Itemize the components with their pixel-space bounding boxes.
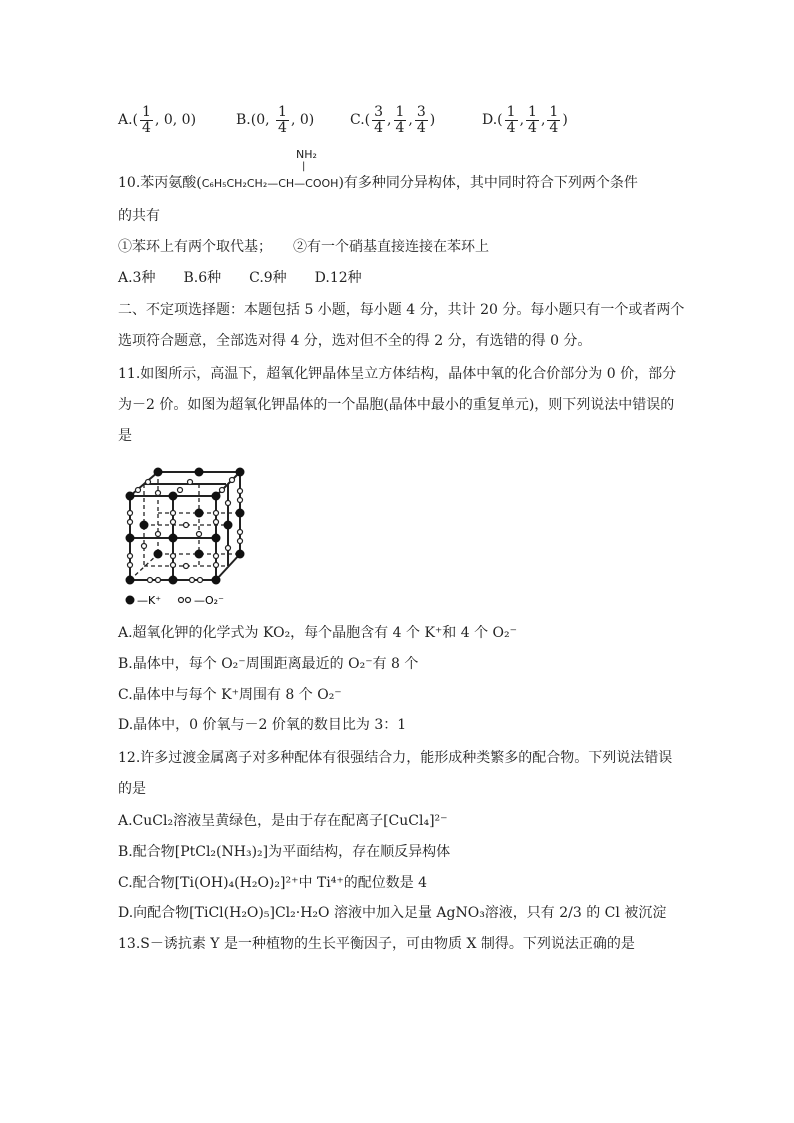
- q12-stem-line2: 的是: [118, 781, 146, 797]
- legend-o2-label: —O₂⁻: [194, 594, 224, 607]
- fraction: $\frac{1}{4}$: [506, 103, 516, 136]
- q11-option-d: D.晶体中，0 价氧与－2 价氧的数目比为 3：1: [118, 717, 407, 733]
- q12-option-c: C.配合物[Ti(OH)₄(H₂O)₂]²⁺中 Ti⁴⁺的配位数是 4: [118, 875, 428, 891]
- fraction: $\frac{1}{4}$: [278, 103, 287, 136]
- q12-option-a: A.CuCl₂溶液呈黄绿色，是由于存在配离子[CuCl₄]²⁻: [118, 813, 448, 829]
- q10-stem: 10.苯丙氨酸(C₆H₅CH₂CH₂—CH—COOH)有多种同分异构体，其中同时符合下列两个条件: [118, 175, 638, 191]
- q9-option-c: C.( $\frac{3}{4}$ , $\frac{1}{4}$ , $\frac{3}{4}$ ): [350, 103, 436, 136]
- q10-formula-nh2: NH₂: [296, 148, 317, 161]
- q9-option-a: A.( $\frac{1}{4}$ , 0, 0): [118, 103, 197, 136]
- fraction: $\frac{1}{4}$: [395, 103, 405, 136]
- crystal-cell-diagram: [118, 458, 258, 612]
- q9-options: [118, 100, 678, 140]
- q10-formula: C₆H₅CH₂CH₂—CH—COOH: [201, 177, 339, 190]
- legend-k-label: —K⁺: [137, 594, 162, 607]
- q10-formula-bond: |: [302, 161, 306, 172]
- fraction: $\frac{3}{4}$: [374, 103, 384, 136]
- q11-option-a: A.超氧化钾的化学式为 KO₂，每个晶胞含有 4 个 K⁺和 4 个 O₂⁻: [118, 625, 518, 641]
- section2-heading: 二、不定项选择题：本题包括 5 小题，每小题 4 分，共计 20 分。每小题只有一个或者两个: [118, 302, 685, 318]
- q13-stem-line1: 13.S－诱抗素 Y 是一种植物的生长平衡因子，可由物质 X 制得。下列说法正确的是: [118, 936, 635, 952]
- q11-stem-line1: 11.如图所示，高温下，超氧化钾晶体呈立方体结构，晶体中氧的化合价部分为 0 价，部分: [118, 366, 677, 382]
- o2-ion-legend-icon: [179, 598, 184, 603]
- fraction: $\frac{3}{4}$: [416, 103, 426, 136]
- q10-stem-line2: 的共有: [118, 208, 160, 224]
- q11-stem-line3: 是: [118, 428, 132, 444]
- q11-stem-line2: 为－2 价。如图为超氧化钾晶体的一个晶胞(晶体中最小的重复单元)，则下列说法中错误的: [118, 397, 675, 413]
- q9-option-d: D.( $\frac{1}{4}$ , $\frac{1}{4}$ , $\frac{1}{4}$ ): [482, 103, 568, 136]
- k-ion-legend-icon: [126, 596, 135, 605]
- q11-option-b: B.晶体中，每个 O₂⁻周围距离最近的 O₂⁻有 8 个: [118, 656, 419, 672]
- fraction: $\frac{1}{4}$: [142, 103, 151, 136]
- q12-stem-line1: 12.许多过渡金属离子对多种配体有很强结合力，能形成种类繁多的配合物。下列说法错误: [118, 750, 673, 766]
- o2-ion-legend-icon-2: [186, 598, 191, 603]
- fraction: $\frac{1}{4}$: [528, 103, 537, 136]
- q10-options: A.3种 B.6种 C.9种 D.12种: [118, 270, 362, 286]
- q12-option-b: B.配合物[PtCl₂(NH₃)₂]为平面结构，存在顺反异构体: [118, 844, 451, 860]
- fraction: $\frac{1}{4}$: [549, 103, 559, 136]
- q12-option-d: D.向配合物[TiCl(H₂O)₅]Cl₂·H₂O 溶液中加入足量 AgNO₃溶液，只有 2/3 的 Cl 被沉淀: [118, 905, 667, 921]
- q11-option-c: C.晶体中与每个 K⁺周围有 8 个 O₂⁻: [118, 687, 342, 703]
- q10-conditions: ①苯环上有两个取代基； ②有一个硝基直接连接在苯环上: [118, 239, 489, 255]
- q9-option-b: B.(0, $\frac{1}{4}$ , 0): [236, 103, 315, 136]
- section2-heading-line2: 选项符合题意，全部选对得 4 分，选对但不全的得 2 分，有选错的得 0 分。: [118, 333, 592, 349]
